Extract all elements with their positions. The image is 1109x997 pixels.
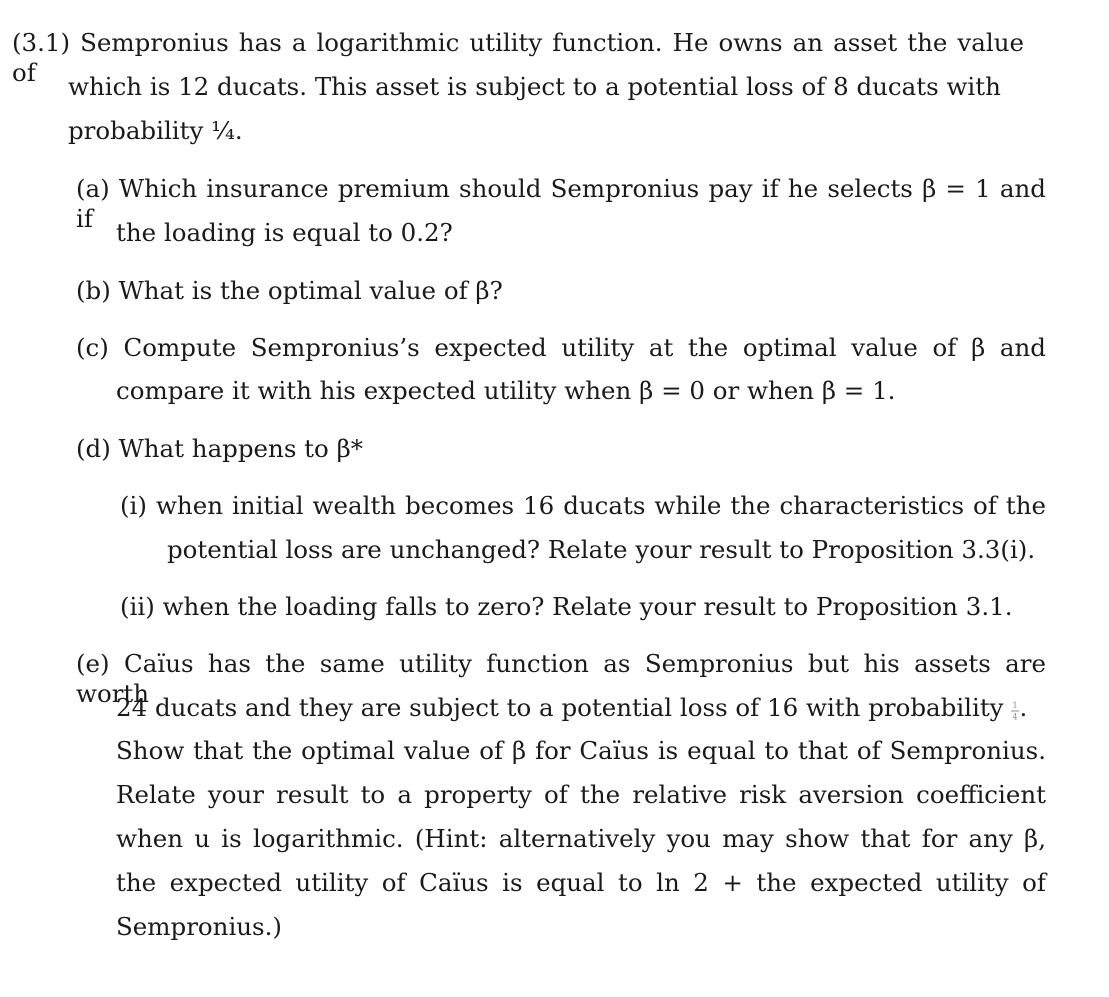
part-d-line-1: (d) What happens to β* [76, 434, 363, 463]
part-e-line-2-text: 24 ducats and they are subject to a potential loss of 16 with probability [116, 693, 1004, 722]
part-e-line-1: (e) Caïus has the same utility function as Sempronius but his assets are worth [76, 649, 1046, 708]
part-e-line-7: Sempronius.) [116, 912, 282, 941]
part-c-line-2: compare it with his expected utility when β = 0 or when β = 1. [116, 376, 896, 405]
part-d-i-line-1: (i) when initial wealth becomes 16 ducats while the characteristics of the [120, 491, 1046, 520]
part-c-line-1: (c) Compute Sempronius’s expected utility at the optimal value of β and [76, 333, 1046, 362]
svg-text:4: 4 [1011, 712, 1018, 721]
fraction-one-quarter-icon [1010, 700, 1020, 722]
fraction-one-quarter-image [1010, 699, 1020, 721]
intro-line-2: which is 12 ducats. This asset is subject to a potential loss of 8 ducats with [68, 72, 1001, 101]
part-e-line-6: the expected utility of Caïus is equal to ln 2 + the expected utility of [116, 868, 1046, 897]
part-a-line-2: the loading is equal to 0.2? [116, 218, 453, 247]
svg-text:1: 1 [1011, 700, 1018, 710]
intro-line-1: (3.1) Sempronius has a logarithmic utility function. He owns an asset the value of [12, 28, 1024, 87]
part-d-ii-line-1: (ii) when the loading falls to zero? Relate your result to Proposition 3.1. [120, 592, 1013, 621]
part-e-line-4: Relate your result to a property of the relative risk aversion coefficient [116, 780, 1046, 809]
part-a-line-1: (a) Which insurance premium should Sempronius pay if he selects β = 1 and if [76, 174, 1046, 233]
part-e-line-3: Show that the optimal value of β for Caïus is equal to that of Sempronius. [116, 736, 1046, 765]
part-e-line-5: when u is logarithmic. (Hint: alternatively you may show that for any β, [116, 824, 1046, 853]
part-e-line-2 [116, 693, 1027, 723]
part-e-line-2-period: . [1019, 693, 1028, 722]
part-d-i-line-2: potential loss are unchanged? Relate your result to Proposition 3.3(i). [167, 535, 1036, 564]
intro-line-3: probability ¼. [68, 116, 243, 145]
part-b-line-1: (b) What is the optimal value of β? [76, 276, 503, 305]
